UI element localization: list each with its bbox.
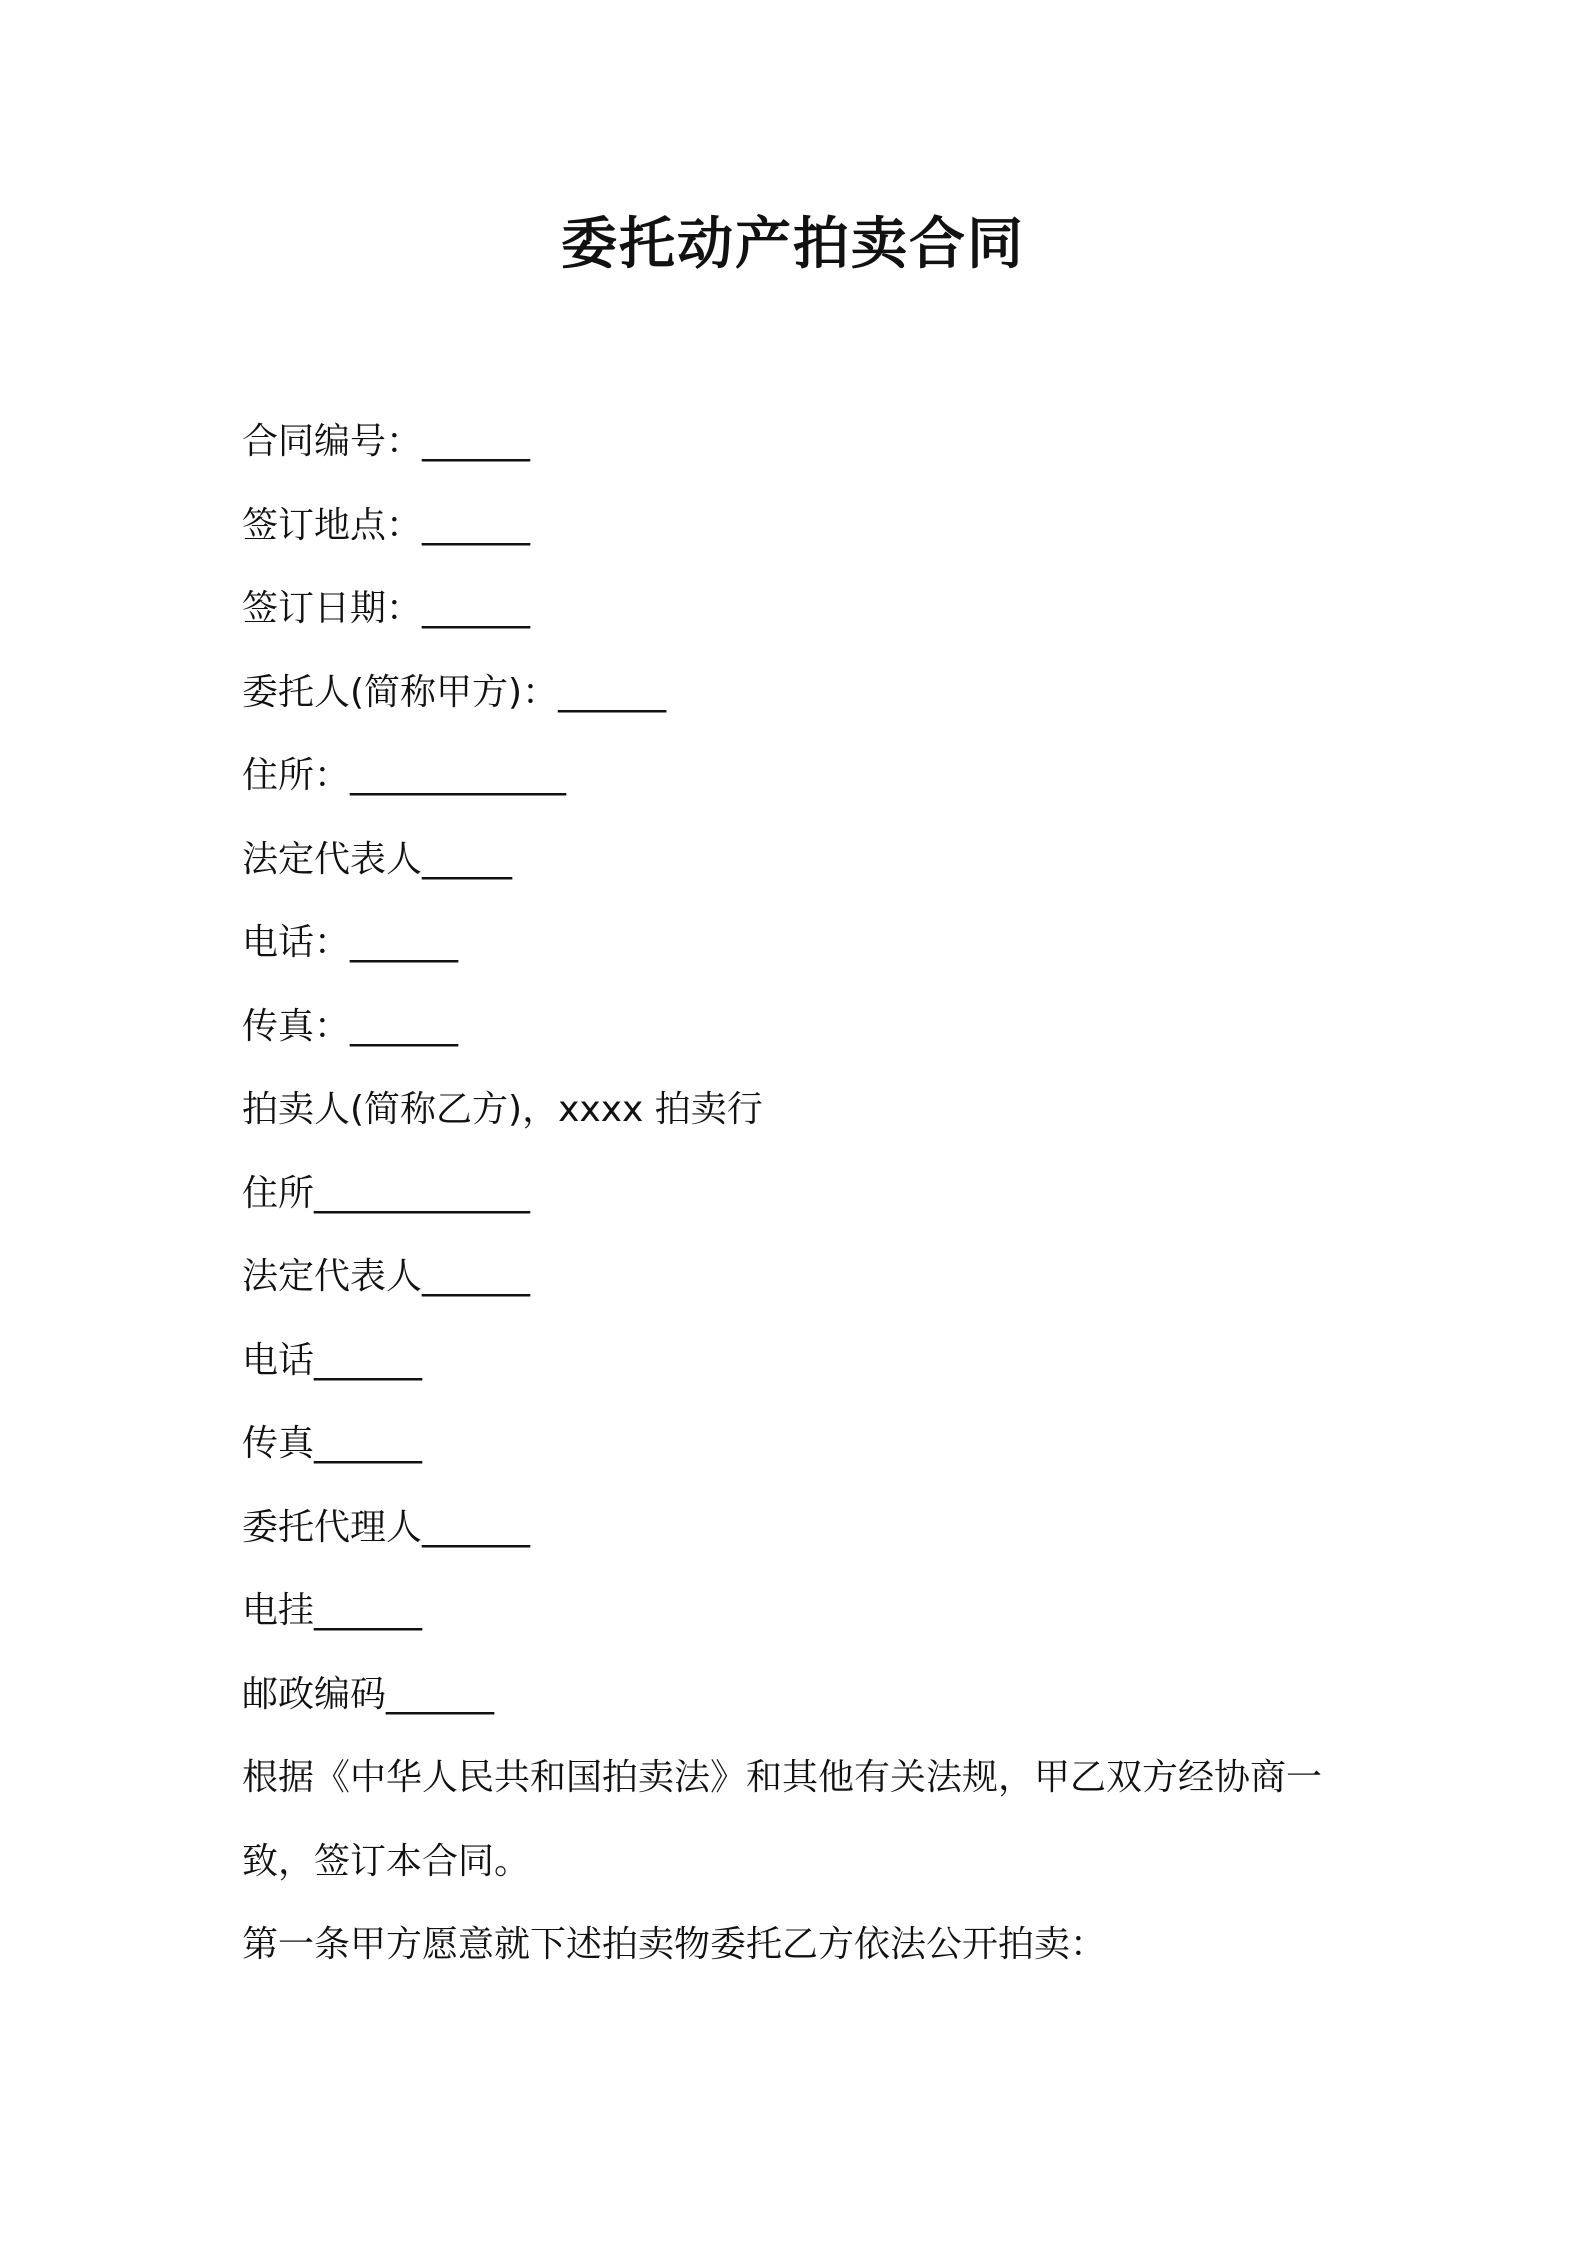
telegraph-line: 电挂______ xyxy=(242,1590,423,1631)
consignor-phone-line: 电话：______ xyxy=(242,922,459,963)
auctioneer-legal-rep-line: 法定代表人______ xyxy=(242,1256,531,1297)
auctioneer-phone-line: 电话______ xyxy=(242,1339,423,1381)
postal-code-line: 邮政编码______ xyxy=(242,1673,495,1715)
auctioneer-line: 拍卖人(简称乙方)，xxxx 拍卖行 xyxy=(242,1089,763,1130)
auctioneer-fax-line: 传真______ xyxy=(242,1423,423,1464)
article-1-paragraph: 第一条甲方愿意就下述拍卖物委托乙方依法公开拍卖： xyxy=(242,1924,1107,1965)
consignor-legal-rep-line: 法定代表人_____ xyxy=(242,838,513,880)
document-body xyxy=(242,400,1382,1987)
consignor-line: 委托人(简称甲方)：______ xyxy=(242,671,667,713)
contract-number-line: 合同编号：______ xyxy=(242,421,531,462)
auctioneer-address-line: 住所____________ xyxy=(242,1172,531,1214)
consignor-address-line: 住所：____________ xyxy=(242,755,567,796)
signing-date-line: 签订日期：______ xyxy=(242,588,531,629)
consignor-fax-line: 传真：______ xyxy=(242,1005,459,1047)
signing-place-line: 签订地点：______ xyxy=(242,504,531,546)
document-title: 委托动产拍卖合同 xyxy=(561,212,1025,277)
agent-line: 委托代理人______ xyxy=(242,1506,531,1548)
preamble-paragraph: 根据《中华人民共和国拍卖法》和其他有关法规，甲乙双方经协商一致，签订本合同。 xyxy=(242,1757,1323,1882)
